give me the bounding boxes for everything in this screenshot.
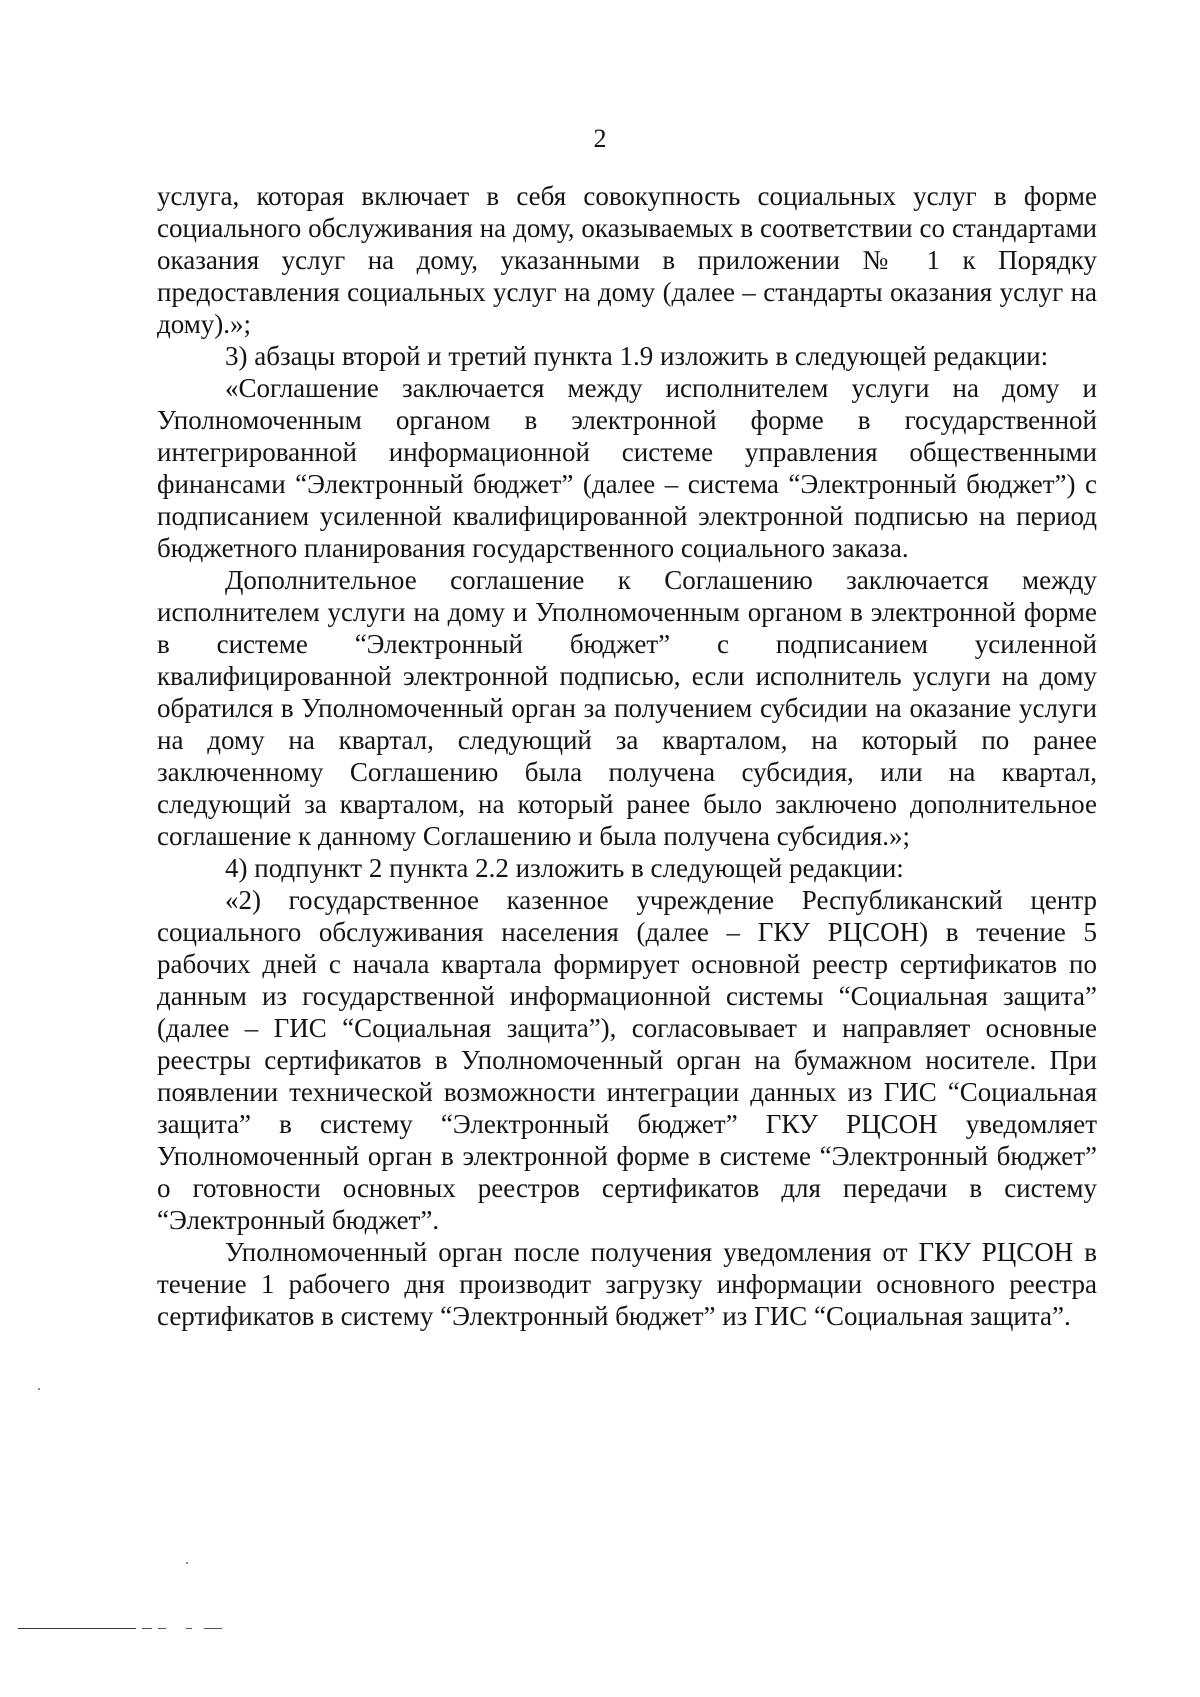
paragraph-item-4: 4) подпункт 2 пункта 2.2 изложить в следующей редакции:	[225, 853, 904, 883]
paragraph-subitem-2: «2) государственное казенное учреждение Республиканский центр социального обслуживания населения (далее – ГКУ РЦСОН) в течение 5 рабочих дней с начала квартала формирует основной реестр сертификатов по данным из государственной информационной системы “Социальная защита” (далее – ГИС “Социальная защита”), согласовывает и направляет основные реестры сертификатов в Уполномоченный орган на бумажном носителе. При появлении технической возможности интеграции данных из ГИС “Социальная защита” в систему “Электронный бюджет” ГКУ РЦСОН уведомляет Уполномоченный орган в электронной форме в системе “Электронный бюджет” о готовности основных реестров сертификатов для передачи в систему “Электронный бюджет”.	[157, 885, 1097, 1235]
footer-dash	[186, 1628, 192, 1629]
paragraph-agreement: «Соглашение заключается между исполнителем услуги на дому и Уполномоченным органом в электронной форме в государственной интегрированной информационной системе управления общественными финансами “Электронный бюджет” (далее – система “Электронный бюджет”) с подписанием усиленной квалифицированной электронной подписью на период бюджетного планирования государственного социального заказа.	[157, 373, 1097, 563]
footer-dash	[142, 1628, 152, 1629]
paragraph-continuation: услуга, которая включает в себя совокупность социальных услуг в форме социального обслуживания на дому, оказываемых в соответствии со стандартами оказания услуг на дому, указанными в приложении № 1 к Порядку предоставления социальных услуг на дому (далее – стандарты оказания услуг на дому).»;	[157, 181, 1097, 339]
document-body	[157, 180, 1097, 1332]
page-number: 2	[593, 124, 607, 153]
paragraph-authorized-body: Уполномоченный орган после получения уведомления от ГКУ РЦСОН в течение 1 рабочего дня производит загрузку информации основного реестра сертификатов в систему “Электронный бюджет” из ГИС “Социальная защита”.	[157, 1237, 1097, 1331]
paragraph-additional-agreement: Дополнительное соглашение к Соглашению заключается между исполнителем услуги на дому и Уполномоченным органом в электронной форме в системе “Электронный бюджет” с подписанием усиленной квалифицированной электронной подписью, если исполнитель услуги на дому обратился в Уполномоченный орган за получением субсидии на оказание услуги на дому на квартал, следующий за кварталом, на который по ранее заключенному Соглашению была получена субсидия, или на квартал, следующий за кварталом, на который ранее было заключено дополнительное соглашение к данному Соглашению и была получена субсидия.»;	[157, 565, 1097, 851]
paragraph-item-3: 3) абзацы второй и третий пункта 1.9 изложить в следующей редакции:	[225, 341, 1049, 371]
footer-dash	[204, 1628, 222, 1629]
scan-speck	[38, 1388, 40, 1390]
footer-rule	[18, 1628, 136, 1629]
scan-speck	[186, 1562, 188, 1564]
footer-dash	[158, 1628, 166, 1629]
